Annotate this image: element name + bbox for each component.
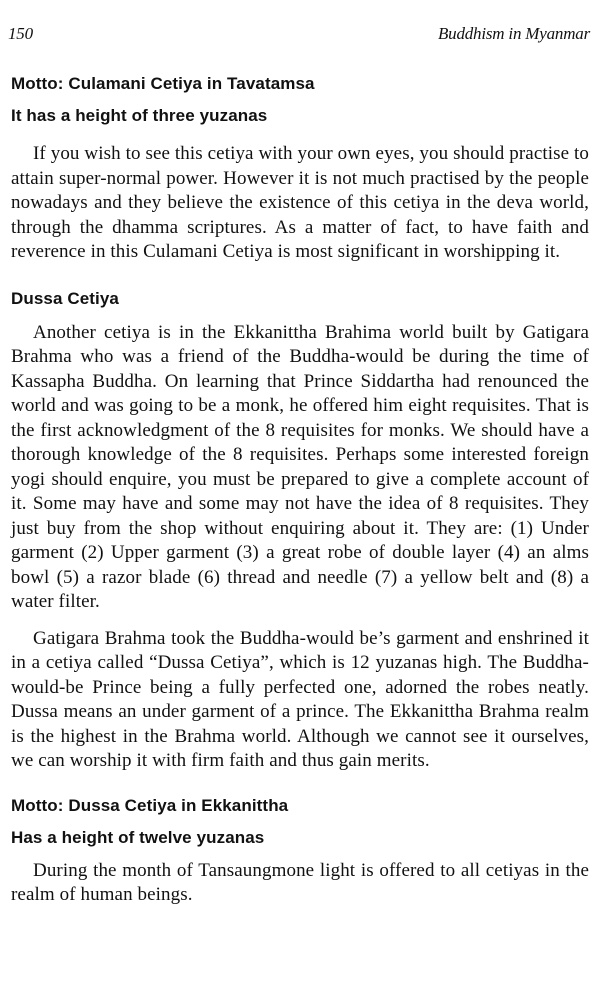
page-number: 150 <box>8 24 33 43</box>
page-content <box>11 72 589 908</box>
motto-heading-2: Motto: Dussa Cetiya in Ekkanittha <box>11 795 289 815</box>
dussa-paragraph-2: Gatigara Brahma took the Buddha-would be’s garment and enshrined it in a cetiya called “Dussa Cetiya”, which is 12 yuzanas high. The Buddha-would-be Prince being a fully perfected one, adorned the robes neatly. Dussa means an under garment of a prince. The Ekkanittha Brahma realm is the highest in the Brahma world. Although we cannot see it ourselves, we can worship it with firm faith and thus gain merits. <box>11 627 589 771</box>
book-title: Buddhism in Myanmar <box>437 24 590 43</box>
height-heading-2: Has a height of twelve yuzanas <box>11 827 265 847</box>
motto-heading: Motto: Culamani Cetiya in Tavatamsa <box>11 74 315 93</box>
culamani-paragraph: If you wish to see this cetiya with your own eyes, you should practise to attain super-normal power. However it is not much practised by the people nowadays and they believe the existence of this cetiya in the deva world, through the dhamma scriptures. As a matter of fact, to have faith and reverence in this Culamani Cetiya is most significant in worshipping it. <box>11 143 589 262</box>
dussa-paragraph-1: Another cetiya is in the Ekkanittha Brahima world built by Gatigara Brahma who was a friend of the Buddha-would be during the time of Kassapha Buddha. On learning that Prince Siddartha had renounced the world and was going to be a monk, he offered him eight requisites. That is the first acknowledgment of the 8 requisites for monks. We should have a thorough knowledge of the 8 requisites. Perhaps some interested foreign yogi should enquire, you must be prepared to give a complete account of it. Some may have and some may not have the idea of 8 requisites. They just buy from the shop without enquiring about it. They are: (1) Under garment (2) Upper garment (3) a great robe of double layer (4) an alms bowl (5) a razor blade (6) thread and needle (7) a yellow belt and (8) a water filter. <box>11 321 589 612</box>
tansaungmone-paragraph: During the month of Tansaungmone light is offered to all cetiyas in the realm of human beings. <box>11 859 589 905</box>
running-head <box>8 20 590 44</box>
height-heading: It has a height of three yuzanas <box>11 106 268 125</box>
section-heading-dussa-cetiya: Dussa Cetiya <box>11 288 119 308</box>
